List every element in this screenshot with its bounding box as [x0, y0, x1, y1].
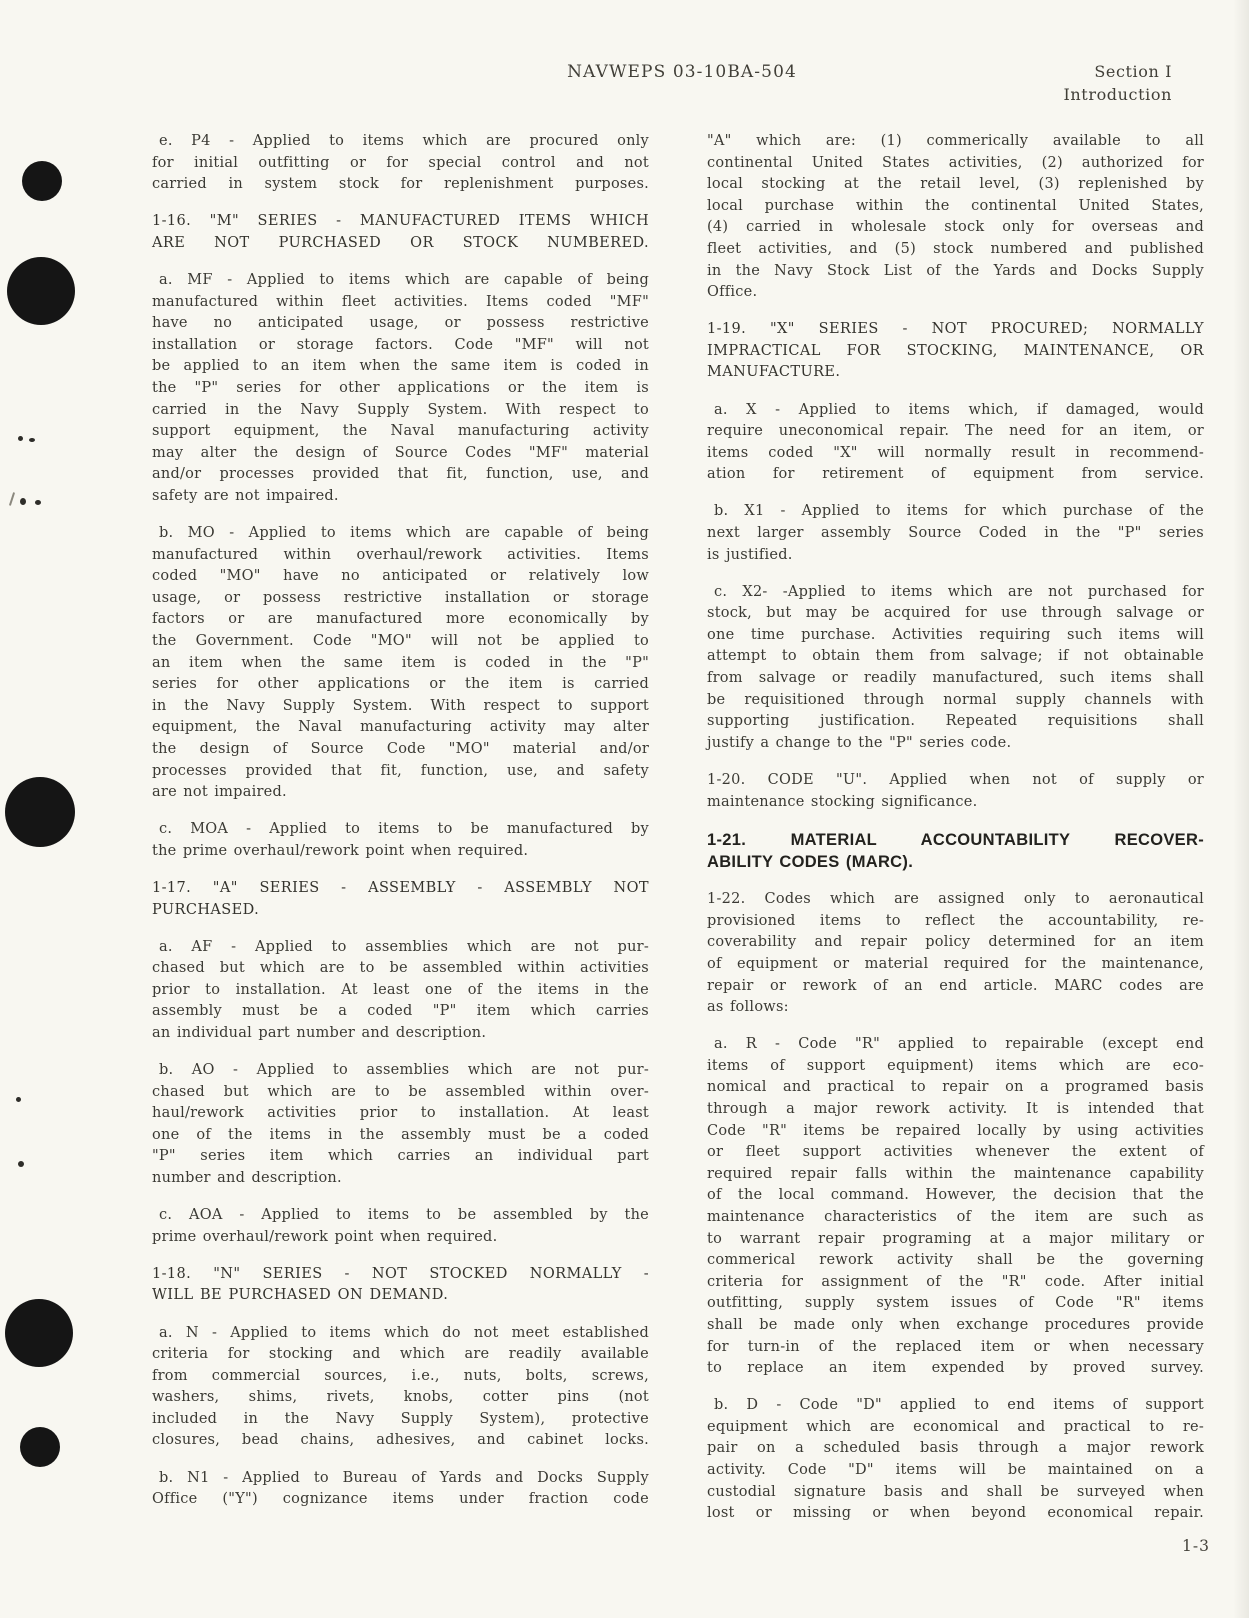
text-line: a. X - Applied to items which, if damaged, would [714, 401, 1204, 418]
para-a-continued [707, 131, 1204, 304]
para-a-x [707, 400, 1204, 486]
text-line: PURCHASED. [152, 901, 260, 918]
para-1-22 [707, 889, 1204, 1019]
text-line: shall be made only when exchange procedures provide [707, 1316, 1204, 1333]
text-line: c. X2- -Applied to items which are not purchased for [714, 583, 1204, 600]
heading-1-17 [152, 878, 649, 921]
text-line: in the Navy Supply System. With respect to support [152, 697, 649, 714]
text-line: manufactured within fleet activities. Items coded "MF" [152, 293, 649, 310]
text-line: of the local command. However, the decision that the [707, 1187, 1204, 1204]
para-b-d [707, 1395, 1204, 1525]
ink-speck [35, 500, 41, 505]
ink-speck [20, 498, 26, 505]
text-line: assembly must be a coded "P" item which carries [152, 1003, 649, 1020]
text-line: carried in the Navy Supply System. With respect to [152, 401, 649, 418]
heading-1-19 [707, 319, 1204, 384]
para-b-mo [152, 523, 649, 804]
text-line: 1-20. CODE "U". Applied when not of supply or [707, 771, 1204, 788]
text-line: prime overhaul/rework point when required. [152, 1228, 498, 1245]
text-line: a. MF - Applied to items which are capable of being [159, 271, 649, 288]
text-line: next larger assembly Source Coded in the "P" series [707, 525, 1204, 541]
text-line: c. AOA - Applied to items to be assembled by the [159, 1207, 649, 1224]
text-line: through a major rework activity. It is intended that [707, 1100, 1204, 1117]
text-line: equipment, the Naval manufacturing activity may alter [152, 719, 649, 736]
text-line: installation or storage factors. Code "MF" will not [152, 336, 649, 353]
text-line: coded "MO" have no anticipated or relatively low [152, 568, 649, 585]
document-number: NAVWEPS 03-10BA-504 [567, 62, 797, 82]
text-line: an item when the same item is coded in the "P" [152, 654, 649, 671]
text-line: ation for retirement of equipment from service. [707, 466, 1204, 483]
heading-1-21 [707, 829, 1204, 874]
text-line: prior to installation. At least one of the items in the [152, 981, 649, 998]
text-line: fleet activities, and (5) stock numbered and published [707, 240, 1204, 257]
text-line: chased but which are to be assembled within over- [152, 1083, 649, 1100]
text-line: for initial outfitting or for special control and not [152, 154, 649, 171]
text-line: Office. [707, 284, 758, 301]
text-line: activity. Code "D" items will be maintained on a [707, 1461, 1204, 1478]
text-line: manufactured within overhaul/rework activities. Items [152, 546, 649, 563]
para-e-p4 [152, 131, 649, 196]
text-line: coverability and repair policy determined for an item [707, 934, 1204, 951]
text-line: items coded "X" will normally result in recommend- [707, 444, 1204, 461]
text-line: justify a change to the "P" series code. [707, 734, 1012, 751]
text-line: factors or are manufactured more economically by [152, 611, 649, 628]
para-b-x1 [707, 501, 1204, 566]
text-line: outfitting, supply system issues of Code "R" items [707, 1295, 1204, 1312]
text-line: b. N1 - Applied to Bureau of Yards and Docks Supply [159, 1469, 649, 1486]
text-line: ARE NOT PURCHASED OR STOCK NUMBERED. [152, 234, 649, 251]
text-line: local stocking at the retail level, (3) replenished by [707, 176, 1204, 193]
text-line: commerical rework activity shall be the governing [707, 1252, 1204, 1269]
left-column [152, 131, 649, 1511]
text-line: c. MOA - Applied to items to be manufactured by [159, 821, 649, 838]
text-line: nomical and practical to repair on a programed basis [707, 1079, 1204, 1096]
scratch-mark [9, 492, 15, 506]
text-line: the prime overhaul/rework point when required. [152, 842, 529, 859]
text-line: chased but which are to be assembled within activities [152, 960, 649, 977]
right-column [707, 131, 1204, 1525]
text-line: number and description. [152, 1170, 342, 1187]
text-line: b. MO - Applied to items which are capable of being [159, 525, 649, 541]
text-line: included in the Navy Supply System), protective [152, 1410, 649, 1427]
text-line: (4) carried in wholesale stock only for overseas and [707, 219, 1204, 236]
text-line: IMPRACTICAL FOR STOCKING, MAINTENANCE, OR [707, 342, 1204, 359]
text-line: require uneconomical repair. The need for an item, or [707, 423, 1204, 440]
text-line: maintenance stocking significance. [707, 793, 978, 810]
text-line: criteria for assignment of the "R" code. After initial [707, 1273, 1204, 1290]
text-line: is justified. [707, 546, 793, 563]
text-line: Code "R" items be repaired locally by using activities [707, 1122, 1204, 1139]
text-line: e. P4 - Applied to items which are procured only [159, 133, 649, 149]
section-label: Section I [1094, 62, 1172, 81]
text-line: equipment which are economical and practical to re- [707, 1418, 1204, 1435]
text-line: pair on a scheduled basis through a major rework [707, 1440, 1204, 1457]
ink-speck [29, 438, 35, 442]
text-line: safety are not impaired. [152, 487, 339, 504]
para-c-x2 [707, 582, 1204, 755]
text-line: of equipment or material required for the maintenance, [707, 955, 1204, 972]
text-line: items of support equipment) items which are eco- [707, 1057, 1204, 1074]
text-line: continental United States activities, (2) authorized for [707, 154, 1204, 171]
text-line: lost or missing or when beyond economical repair. [707, 1505, 1204, 1522]
text-line: 1-16. "M" SERIES - MANUFACTURED ITEMS WHICH [152, 213, 649, 230]
text-line: in the Navy Stock List of the Yards and Docks Supply [707, 262, 1204, 279]
text-line: usage, or possess restrictive installation or storage [152, 589, 649, 606]
text-line: "A" which are: (1) commerically available to all [707, 133, 1204, 149]
text-line: haul/rework activities prior to installation. At least [152, 1105, 649, 1122]
text-line: a. R - Code "R" applied to repairable (except end [714, 1036, 1204, 1053]
text-line: be applied to an item when the same item is coded in [152, 358, 649, 375]
text-line: for turn-in of the replaced item or when necessary [707, 1338, 1204, 1355]
ink-speck [18, 436, 23, 441]
text-line: to warrant repair programing at a major military or [707, 1230, 1204, 1247]
text-line: to replace an item expended by proved survey. [707, 1360, 1204, 1377]
hole-punch-mark [5, 777, 75, 847]
hole-punch-mark [20, 1427, 60, 1467]
text-line: 1-19. "X" SERIES - NOT PROCURED; NORMALLY [707, 321, 1204, 338]
text-line: have no anticipated usage, or possess restrictive [152, 315, 649, 332]
hole-punch-mark [22, 161, 62, 201]
text-line: processes provided that fit, function, use, and safety [152, 762, 649, 779]
text-line: "P" series item which carries an individual part [152, 1148, 649, 1165]
text-line: are not impaired. [152, 784, 287, 801]
ink-speck [16, 1097, 21, 1102]
text-line: an individual part number and description. [152, 1024, 487, 1041]
hole-punch-mark [7, 257, 75, 325]
text-line: from salvage or readily manufactured, such items shall [707, 670, 1204, 687]
text-line: the design of Source Code "MO" material and/or [152, 740, 649, 757]
text-line: repair or rework of an end article. MARC codes are [707, 977, 1204, 994]
text-line: may alter the design of Source Codes "MF" material [152, 444, 649, 461]
text-line: and/or processes provided that fit, function, use, and [152, 466, 649, 483]
text-line: required repair falls within the maintenance capability [707, 1165, 1204, 1182]
text-line: 1-18. "N" SERIES - NOT STOCKED NORMALLY - [152, 1265, 649, 1282]
section-subtitle: Introduction [1063, 85, 1172, 104]
para-b-n1 [152, 1468, 649, 1511]
para-a-n [152, 1323, 649, 1453]
text-line: or fleet support activities whenever the extent of [707, 1144, 1204, 1161]
text-line: custodial signature basis and shall be surveyed when [707, 1483, 1204, 1500]
text-line: the "P" series for other applications or the item is [152, 379, 649, 396]
heading-1-16 [152, 211, 649, 254]
text-line: b. AO - Applied to assemblies which are not pur- [159, 1062, 649, 1079]
para-c-moa [152, 819, 649, 862]
para-a-af [152, 937, 649, 1045]
text-line: a. N - Applied to items which do not meet established [159, 1324, 649, 1341]
text-line: the Government. Code "MO" will not be applied to [152, 632, 649, 649]
text-line: a. AF - Applied to assemblies which are not pur- [159, 938, 649, 955]
para-a-r [707, 1034, 1204, 1380]
text-line: 1-21. MATERIAL ACCOUNTABILITY RECOVER- [707, 830, 1204, 849]
text-line: stock, but may be acquired for use through salvage or [707, 605, 1204, 622]
text-line: support equipment, the Naval manufacturing activity [152, 423, 649, 440]
text-line: 1-17. "A" SERIES - ASSEMBLY - ASSEMBLY NOT [152, 879, 649, 896]
text-line: local purchase within the continental United States, [707, 197, 1204, 214]
page-number: 1-3 [1182, 1537, 1210, 1555]
text-line: maintenance characteristics of the item are such as [707, 1208, 1204, 1225]
ink-speck [18, 1161, 24, 1167]
para-1-20 [707, 770, 1204, 813]
text-line: provisioned items to reflect the accountability, re- [707, 912, 1204, 929]
section-heading [1063, 60, 1172, 106]
heading-1-18 [152, 1264, 649, 1307]
text-line: as follows: [707, 999, 789, 1016]
text-line: one of the items in the assembly must be a coded [152, 1126, 649, 1143]
text-line: from commercial sources, i.e., nuts, bolts, screws, [152, 1367, 649, 1384]
text-line: MANUFACTURE. [707, 364, 841, 381]
text-line: be requisitioned through normal supply channels with [707, 691, 1204, 708]
text-line: b. D - Code "D" applied to end items of support [714, 1397, 1204, 1414]
text-line: washers, shims, rivets, knobs, cotter pins (not [152, 1389, 649, 1406]
text-line: series for other applications or the item is carried [152, 676, 649, 693]
text-line: 1-22. Codes which are assigned only to aeronautical [707, 891, 1204, 908]
text-line: ABILITY CODES (MARC). [707, 853, 914, 872]
text-line: closures, bead chains, adhesives, and cabinet locks. [152, 1432, 649, 1449]
text-line: carried in system stock for replenishment purposes. [152, 176, 649, 193]
text-line: attempt to obtain them from salvage; if not obtainable [707, 648, 1204, 665]
text-line: supporting justification. Repeated requisitions shall [707, 713, 1204, 730]
text-line: WILL BE PURCHASED ON DEMAND. [152, 1287, 449, 1304]
text-line: criteria for stocking and which are readily available [152, 1346, 649, 1363]
para-a-mf [152, 270, 649, 508]
text-line: one time purchase. Activities requiring such items will [707, 626, 1204, 643]
para-c-aoa [152, 1205, 649, 1248]
text-line: Office ("Y") cognizance items under fraction code [152, 1491, 649, 1508]
text-line: b. X1 - Applied to items for which purchase of the [714, 503, 1204, 520]
para-b-ao [152, 1060, 649, 1190]
hole-punch-mark [5, 1299, 73, 1367]
